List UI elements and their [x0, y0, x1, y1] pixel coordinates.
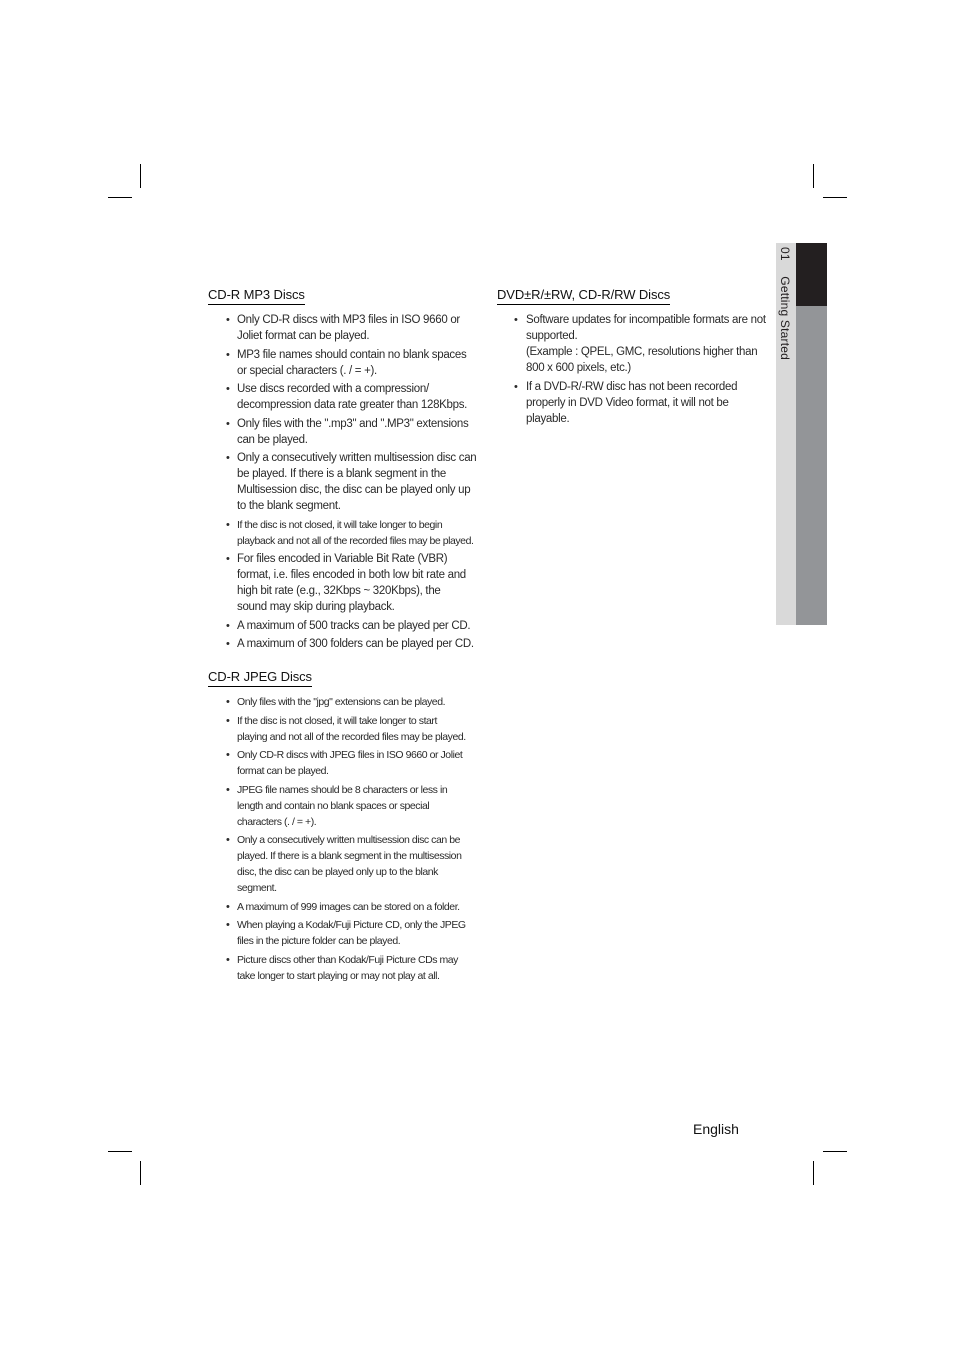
bullet-icon: • [226, 518, 230, 531]
list-item [208, 416, 480, 448]
crop-mark-bottom-right-horizontal [823, 1151, 847, 1152]
right-column [497, 286, 769, 443]
list-item [208, 517, 480, 549]
crop-mark-bottom-left-horizontal [108, 1151, 132, 1152]
list-item [208, 450, 480, 514]
chapter-number: 01 [778, 247, 792, 261]
cd-r-mp3-section [208, 286, 480, 652]
list-item-text: Only a consecutively written multisession disc can be played. If there is a blank segment in the Multisession disc, the disc can be played only up to the blank segment. [237, 452, 477, 512]
list-item-text: Only a consecutively written multisession disc can be played. If there is a blank segment in the multisession disc, the disc can be played only up to the blank segment. [237, 834, 462, 894]
list-item-text: When playing a Kodak/Fuji Picture CD, only the JPEG files in the picture folder can be played. [237, 919, 466, 947]
dvd-rw-title: DVD±R/±RW, CD-R/RW Discs [497, 287, 670, 305]
list-item [208, 782, 480, 830]
bullet-icon: • [226, 783, 230, 796]
list-item [208, 347, 480, 379]
list-item [208, 381, 480, 413]
list-item [208, 747, 480, 779]
list-item [497, 312, 769, 376]
crop-mark-top-left-horizontal [108, 197, 132, 198]
list-item-text: A maximum of 300 folders can be played per CD. [237, 638, 474, 650]
list-item [208, 694, 480, 710]
bullet-icon: • [226, 919, 230, 931]
list-item [208, 713, 480, 745]
list-item-text: If the disc is not closed, it will take longer to begin playback and not all of the recorded files may be played. [237, 518, 474, 547]
bullet-icon: • [226, 348, 230, 361]
bullet-icon: • [226, 619, 230, 632]
bullet-icon: • [226, 749, 230, 761]
chapter-title: Getting Started [778, 276, 792, 361]
bullet-icon: • [514, 380, 518, 393]
crop-mark-top-right-horizontal [823, 197, 847, 198]
list-item [208, 618, 480, 634]
footer-language: English [693, 1121, 739, 1137]
crop-mark-bottom-left-vertical [140, 1161, 141, 1185]
cd-r-mp3-title: CD-R MP3 Discs [208, 287, 305, 305]
bullet-icon: • [514, 314, 518, 326]
bullet-icon: • [226, 834, 230, 846]
list-item-text: Software updates for incompatible formats are not supported. (Example : QPEL, GMC, resolutions higher than 800 x 600 pixels, etc.) [526, 314, 766, 374]
list-item-text: Picture discs other than Kodak/Fuji Picture CDs may take longer to start playing or may not play at all. [237, 953, 458, 982]
cd-r-mp3-list [208, 312, 480, 652]
list-item-text: A maximum of 999 images can be stored on a folder. [237, 900, 460, 913]
side-tab-grey-block [796, 306, 827, 625]
crop-mark-top-left-vertical [140, 164, 141, 188]
list-item-text: If the disc is not closed, it will take longer to start playing and not all of the recorded files may be played. [237, 714, 466, 743]
list-item-text: For files encoded in Variable Bit Rate (VBR) format, i.e. files encoded in both low bit rate and high bit rate (e.g., 32Kbps ~ 320Kbps), the sound may skip during playback. [237, 553, 466, 613]
bullet-icon: • [226, 383, 230, 395]
list-item [208, 551, 480, 615]
bullet-icon: • [226, 553, 230, 565]
list-item-text: Only CD-R discs with MP3 files in ISO 9660 or Joliet format can be played. [237, 314, 460, 342]
list-item [497, 379, 769, 427]
bullet-icon: • [226, 638, 230, 650]
bullet-icon: • [226, 900, 230, 913]
bullet-icon: • [226, 714, 230, 727]
chapter-side-tab [776, 243, 827, 625]
list-item-text: Only files with the "jpg" extensions can be played. [237, 696, 446, 708]
list-item-text: Use discs recorded with a compression/ decompression data rate greater than 128Kbps. [237, 383, 468, 411]
chapter-label [778, 247, 792, 360]
left-column [208, 286, 480, 1000]
dvd-rw-section [497, 286, 769, 427]
list-item-text: If a DVD-R/-RW disc has not been recorded properly in DVD Video format, it will not be playable. [526, 380, 738, 425]
list-item [208, 899, 480, 915]
list-item [208, 917, 480, 949]
bullet-icon: • [226, 696, 230, 708]
bullet-icon: • [226, 314, 230, 326]
bullet-icon: • [226, 452, 230, 464]
cd-r-jpeg-title: CD-R JPEG Discs [208, 669, 312, 687]
dvd-rw-list [497, 312, 769, 427]
list-item-text: MP3 file names should contain no blank spaces or special characters (. / = +). [237, 348, 467, 377]
list-item [208, 952, 480, 984]
list-item-text: Only CD-R discs with JPEG files in ISO 9660 or Joliet format can be played. [237, 749, 463, 777]
crop-mark-top-right-vertical [813, 164, 814, 188]
list-item-text: JPEG file names should be 8 characters or less in length and contain no blank spaces or special characters (. / = +). [237, 783, 448, 828]
list-item [208, 832, 480, 896]
crop-mark-bottom-right-vertical [813, 1161, 814, 1185]
bullet-icon: • [226, 417, 230, 430]
list-item [208, 312, 480, 344]
list-item-text: Only files with the ".mp3" and ".MP3" extensions can be played. [237, 417, 469, 446]
side-tab-dark-block [796, 243, 827, 306]
list-item-text: A maximum of 500 tracks can be played per CD. [237, 619, 471, 632]
bullet-icon: • [226, 953, 230, 966]
list-item [208, 636, 480, 652]
cd-r-jpeg-section [208, 668, 480, 984]
cd-r-jpeg-list [208, 694, 480, 984]
